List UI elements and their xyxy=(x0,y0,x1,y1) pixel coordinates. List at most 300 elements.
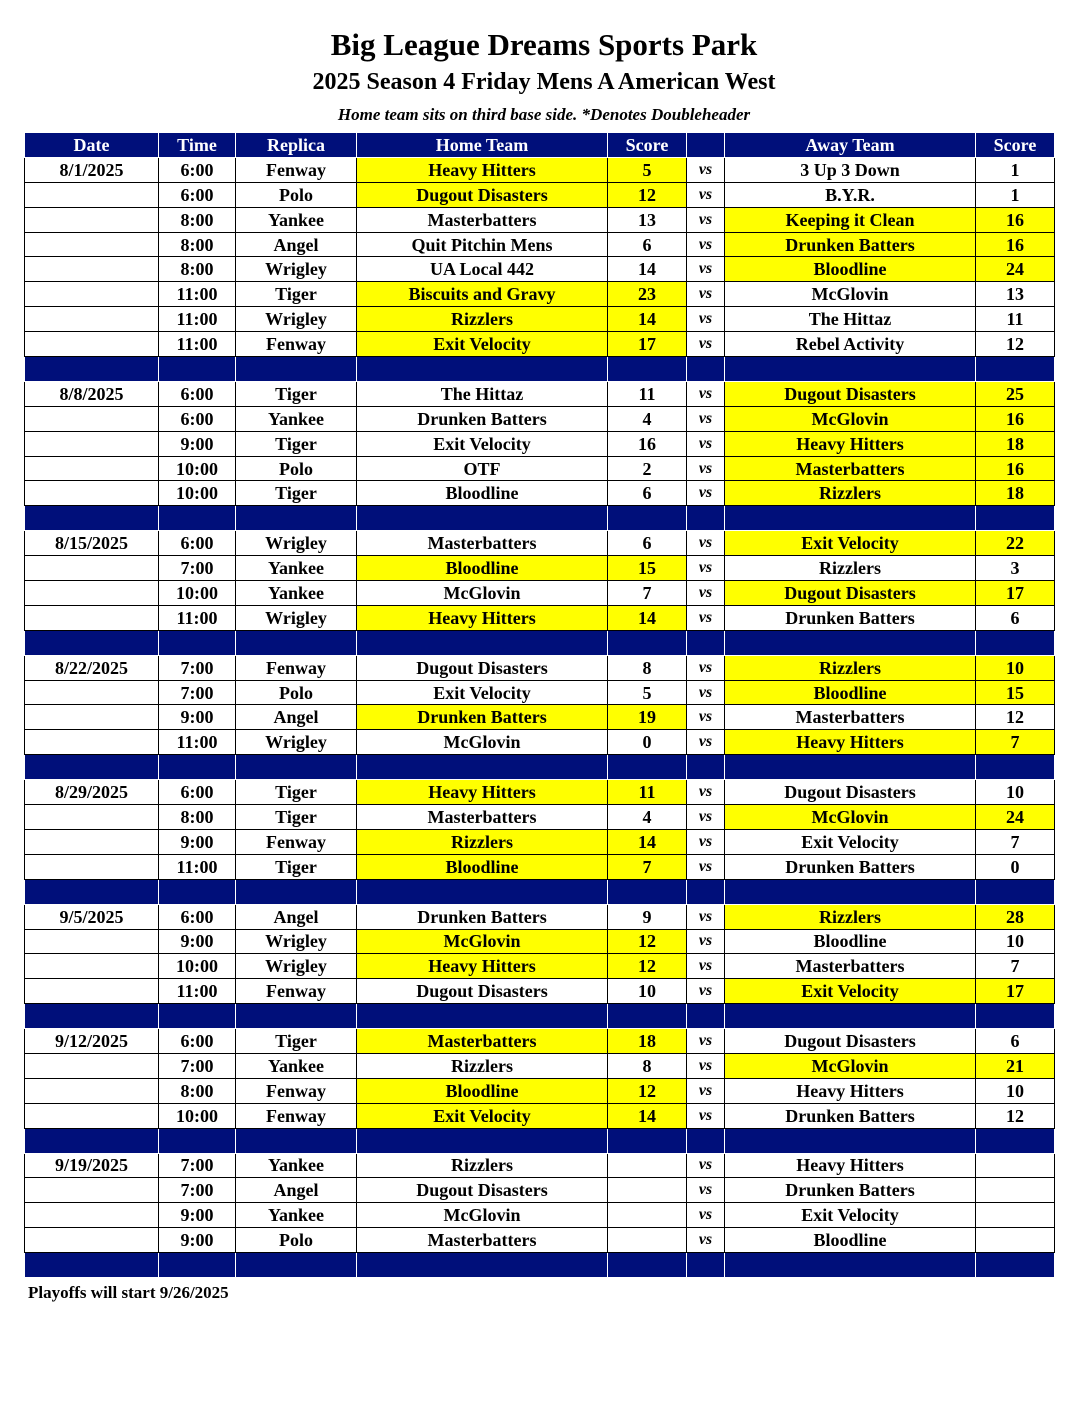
table-row xyxy=(25,730,1055,755)
game-time: 11:00 xyxy=(159,730,236,755)
vs-label: vs xyxy=(687,381,725,406)
game-time: 10:00 xyxy=(159,954,236,979)
vs-label: vs xyxy=(687,929,725,954)
table-row xyxy=(25,605,1055,630)
game-time: 11:00 xyxy=(159,282,236,307)
page-title: Big League Dreams Sports Park xyxy=(330,27,758,62)
game-date: 8/15/2025 xyxy=(25,531,159,556)
home-score: 14 xyxy=(608,605,687,630)
season-subtitle: 2025 Season 4 Friday Mens A American West xyxy=(312,69,776,95)
away-score: 6 xyxy=(976,605,1055,630)
home-score: 11 xyxy=(608,381,687,406)
game-time: 11:00 xyxy=(159,332,236,357)
game-date: 8/29/2025 xyxy=(25,780,159,805)
game-field: Fenway xyxy=(236,979,357,1004)
playoffs-note: Playoffs will start 9/26/2025 xyxy=(28,1283,229,1302)
home-team: Rizzlers xyxy=(357,1153,608,1178)
game-field: Fenway xyxy=(236,829,357,854)
game-date: 9/12/2025 xyxy=(25,1029,159,1054)
home-score: 6 xyxy=(608,531,687,556)
game-time: 9:00 xyxy=(159,829,236,854)
home-score: 16 xyxy=(608,431,687,456)
separator-cell xyxy=(236,1128,357,1153)
vs-label: vs xyxy=(687,257,725,282)
game-date xyxy=(25,481,159,506)
separator-cell xyxy=(159,755,236,780)
game-time: 6:00 xyxy=(159,904,236,929)
home-team: Bloodline xyxy=(357,481,608,506)
game-date xyxy=(25,805,159,830)
game-date xyxy=(25,431,159,456)
away-score: 0 xyxy=(976,854,1055,879)
away-team: Masterbatters xyxy=(725,705,976,730)
game-date xyxy=(25,207,159,232)
away-team: Heavy Hitters xyxy=(725,730,976,755)
separator-cell xyxy=(608,357,687,382)
away-score: 16 xyxy=(976,207,1055,232)
game-field: Yankee xyxy=(236,406,357,431)
separator-cell xyxy=(687,357,725,382)
game-field: Polo xyxy=(236,680,357,705)
game-date xyxy=(25,556,159,581)
home-team: Masterbatters xyxy=(357,531,608,556)
home-score: 12 xyxy=(608,954,687,979)
away-score: 11 xyxy=(976,307,1055,332)
game-date xyxy=(25,730,159,755)
game-field: Polo xyxy=(236,456,357,481)
home-score: 11 xyxy=(608,780,687,805)
away-team: Exit Velocity xyxy=(725,1203,976,1228)
game-field: Fenway xyxy=(236,1103,357,1128)
game-date xyxy=(25,1078,159,1103)
vs-label: vs xyxy=(687,1078,725,1103)
separator-cell xyxy=(687,630,725,655)
game-date xyxy=(25,1203,159,1228)
table-row xyxy=(25,257,1055,282)
away-team: Drunken Batters xyxy=(725,1103,976,1128)
game-time: 11:00 xyxy=(159,979,236,1004)
separator-cell xyxy=(687,1004,725,1029)
separator-cell xyxy=(25,879,159,904)
away-team: Bloodline xyxy=(725,257,976,282)
game-date xyxy=(25,282,159,307)
away-score: 10 xyxy=(976,780,1055,805)
game-date xyxy=(25,1103,159,1128)
separator-cell xyxy=(608,755,687,780)
away-score: 12 xyxy=(976,1103,1055,1128)
table-row xyxy=(25,456,1055,481)
home-team: Masterbatters xyxy=(357,1029,608,1054)
table-row xyxy=(25,431,1055,456)
separator-cell xyxy=(357,755,608,780)
home-score: 6 xyxy=(608,232,687,257)
home-team: Dugout Disasters xyxy=(357,979,608,1004)
away-team: McGlovin xyxy=(725,406,976,431)
col-header-date: Date xyxy=(25,133,159,158)
vs-label: vs xyxy=(687,730,725,755)
game-time: 7:00 xyxy=(159,1178,236,1203)
game-date xyxy=(25,1053,159,1078)
col-header-vs xyxy=(687,133,725,158)
table-row xyxy=(25,854,1055,879)
home-team: Heavy Hitters xyxy=(357,780,608,805)
away-score: 16 xyxy=(976,232,1055,257)
home-score: 12 xyxy=(608,929,687,954)
separator-cell xyxy=(976,879,1055,904)
vs-label: vs xyxy=(687,157,725,182)
away-team: Masterbatters xyxy=(725,456,976,481)
table-row xyxy=(25,954,1055,979)
home-score: 23 xyxy=(608,282,687,307)
vs-label: vs xyxy=(687,705,725,730)
game-field: Angel xyxy=(236,705,357,730)
separator-cell xyxy=(25,506,159,531)
separator-cell xyxy=(608,879,687,904)
vs-label: vs xyxy=(687,1153,725,1178)
separator-cell xyxy=(357,1253,608,1278)
home-score: 12 xyxy=(608,1078,687,1103)
away-score: 16 xyxy=(976,406,1055,431)
away-team: Drunken Batters xyxy=(725,1178,976,1203)
table-row xyxy=(25,904,1055,929)
vs-label: vs xyxy=(687,979,725,1004)
vs-label: vs xyxy=(687,207,725,232)
home-team: Bloodline xyxy=(357,1078,608,1103)
away-score: 1 xyxy=(976,157,1055,182)
table-row xyxy=(25,979,1055,1004)
game-time: 7:00 xyxy=(159,556,236,581)
away-team: Dugout Disasters xyxy=(725,381,976,406)
game-date xyxy=(25,954,159,979)
game-time: 10:00 xyxy=(159,1103,236,1128)
game-field: Wrigley xyxy=(236,730,357,755)
vs-label: vs xyxy=(687,854,725,879)
game-time: 7:00 xyxy=(159,655,236,680)
game-field: Fenway xyxy=(236,1078,357,1103)
game-field: Fenway xyxy=(236,332,357,357)
home-team: Exit Velocity xyxy=(357,431,608,456)
game-date xyxy=(25,456,159,481)
vs-label: vs xyxy=(687,581,725,606)
vs-label: vs xyxy=(687,182,725,207)
away-team: McGlovin xyxy=(725,282,976,307)
week-separator-row xyxy=(25,755,1055,780)
away-team: Rizzlers xyxy=(725,655,976,680)
away-team: Exit Velocity xyxy=(725,829,976,854)
vs-label: vs xyxy=(687,1103,725,1128)
table-row xyxy=(25,556,1055,581)
home-team: Exit Velocity xyxy=(357,332,608,357)
vs-label: vs xyxy=(687,531,725,556)
away-score: 12 xyxy=(976,332,1055,357)
col-header-time: Time xyxy=(159,133,236,158)
away-team: Bloodline xyxy=(725,929,976,954)
home-team: Rizzlers xyxy=(357,307,608,332)
away-team: Dugout Disasters xyxy=(725,581,976,606)
week-separator-row xyxy=(25,630,1055,655)
game-time: 10:00 xyxy=(159,581,236,606)
col-header-away-score: Score xyxy=(976,133,1055,158)
separator-cell xyxy=(159,630,236,655)
away-team: B.Y.R. xyxy=(725,182,976,207)
game-time: 9:00 xyxy=(159,929,236,954)
vs-label: vs xyxy=(687,332,725,357)
home-team: McGlovin xyxy=(357,730,608,755)
separator-cell xyxy=(976,1128,1055,1153)
vs-label: vs xyxy=(687,556,725,581)
home-score xyxy=(608,1203,687,1228)
table-row xyxy=(25,1029,1055,1054)
table-row xyxy=(25,332,1055,357)
game-time: 9:00 xyxy=(159,705,236,730)
away-score: 6 xyxy=(976,1029,1055,1054)
table-row xyxy=(25,829,1055,854)
home-team-note: Home team sits on third base side. *Denotes Doubleheader xyxy=(337,105,751,124)
away-score: 12 xyxy=(976,705,1055,730)
table-row xyxy=(25,581,1055,606)
game-date: 8/22/2025 xyxy=(25,655,159,680)
home-team: OTF xyxy=(357,456,608,481)
home-team: McGlovin xyxy=(357,1203,608,1228)
separator-cell xyxy=(25,1128,159,1153)
table-row xyxy=(25,929,1055,954)
schedule-table xyxy=(24,132,1055,1278)
home-team: McGlovin xyxy=(357,581,608,606)
game-time: 6:00 xyxy=(159,381,236,406)
away-score: 18 xyxy=(976,431,1055,456)
game-time: 11:00 xyxy=(159,307,236,332)
vs-label: vs xyxy=(687,805,725,830)
table-row xyxy=(25,680,1055,705)
home-team: Exit Velocity xyxy=(357,680,608,705)
home-team: UA Local 442 xyxy=(357,257,608,282)
vs-label: vs xyxy=(687,780,725,805)
away-team: Heavy Hitters xyxy=(725,1078,976,1103)
game-date xyxy=(25,680,159,705)
away-team: Dugout Disasters xyxy=(725,780,976,805)
game-field: Angel xyxy=(236,904,357,929)
game-date xyxy=(25,929,159,954)
game-date xyxy=(25,605,159,630)
vs-label: vs xyxy=(687,282,725,307)
game-field: Angel xyxy=(236,1178,357,1203)
home-team: Drunken Batters xyxy=(357,904,608,929)
away-score: 10 xyxy=(976,655,1055,680)
game-field: Polo xyxy=(236,1228,357,1253)
game-field: Wrigley xyxy=(236,929,357,954)
home-team: Rizzlers xyxy=(357,1053,608,1078)
away-score xyxy=(976,1153,1055,1178)
away-score xyxy=(976,1228,1055,1253)
col-header-away-team: Away Team xyxy=(725,133,976,158)
home-team: Biscuits and Gravy xyxy=(357,282,608,307)
home-score: 17 xyxy=(608,332,687,357)
game-time: 9:00 xyxy=(159,431,236,456)
home-score: 0 xyxy=(608,730,687,755)
table-row xyxy=(25,805,1055,830)
separator-cell xyxy=(976,506,1055,531)
table-row xyxy=(25,1153,1055,1178)
vs-label: vs xyxy=(687,829,725,854)
away-team: Bloodline xyxy=(725,1228,976,1253)
away-score: 17 xyxy=(976,979,1055,1004)
vs-label: vs xyxy=(687,232,725,257)
away-team: 3 Up 3 Down xyxy=(725,157,976,182)
game-time: 9:00 xyxy=(159,1228,236,1253)
vs-label: vs xyxy=(687,1203,725,1228)
away-team: Dugout Disasters xyxy=(725,1029,976,1054)
game-field: Polo xyxy=(236,182,357,207)
away-score: 22 xyxy=(976,531,1055,556)
home-score: 5 xyxy=(608,680,687,705)
game-field: Wrigley xyxy=(236,954,357,979)
separator-cell xyxy=(725,357,976,382)
separator-cell xyxy=(725,1253,976,1278)
vs-label: vs xyxy=(687,1029,725,1054)
home-team: Heavy Hitters xyxy=(357,605,608,630)
home-score: 8 xyxy=(608,655,687,680)
home-team: Quit Pitchin Mens xyxy=(357,232,608,257)
home-score: 4 xyxy=(608,805,687,830)
table-row xyxy=(25,232,1055,257)
game-date xyxy=(25,307,159,332)
away-score: 3 xyxy=(976,556,1055,581)
game-field: Fenway xyxy=(236,157,357,182)
game-time: 7:00 xyxy=(159,680,236,705)
away-score: 28 xyxy=(976,904,1055,929)
table-row xyxy=(25,531,1055,556)
away-score xyxy=(976,1178,1055,1203)
separator-cell xyxy=(608,1004,687,1029)
away-score: 21 xyxy=(976,1053,1055,1078)
game-field: Tiger xyxy=(236,1029,357,1054)
table-row xyxy=(25,207,1055,232)
schedule-body xyxy=(25,157,1055,1277)
separator-cell xyxy=(976,1004,1055,1029)
separator-cell xyxy=(236,506,357,531)
separator-cell xyxy=(25,630,159,655)
home-score: 10 xyxy=(608,979,687,1004)
game-time: 9:00 xyxy=(159,1203,236,1228)
game-date: 8/8/2025 xyxy=(25,381,159,406)
away-team: Exit Velocity xyxy=(725,531,976,556)
col-header-home-score: Score xyxy=(608,133,687,158)
away-score: 25 xyxy=(976,381,1055,406)
game-date: 8/1/2025 xyxy=(25,157,159,182)
away-team: Rizzlers xyxy=(725,904,976,929)
home-score: 9 xyxy=(608,904,687,929)
home-score: 4 xyxy=(608,406,687,431)
game-field: Yankee xyxy=(236,1153,357,1178)
game-time: 8:00 xyxy=(159,1078,236,1103)
week-separator-row xyxy=(25,1128,1055,1153)
home-score: 14 xyxy=(608,307,687,332)
separator-cell xyxy=(687,1128,725,1153)
separator-cell xyxy=(687,1253,725,1278)
away-team: Drunken Batters xyxy=(725,854,976,879)
game-time: 6:00 xyxy=(159,182,236,207)
game-time: 8:00 xyxy=(159,207,236,232)
game-date: 9/5/2025 xyxy=(25,904,159,929)
home-score xyxy=(608,1178,687,1203)
separator-cell xyxy=(725,879,976,904)
table-row xyxy=(25,157,1055,182)
game-date xyxy=(25,581,159,606)
separator-cell xyxy=(357,1004,608,1029)
separator-cell xyxy=(976,755,1055,780)
home-score: 18 xyxy=(608,1029,687,1054)
table-row xyxy=(25,1103,1055,1128)
away-team: Exit Velocity xyxy=(725,979,976,1004)
separator-cell xyxy=(687,755,725,780)
table-row xyxy=(25,1203,1055,1228)
away-team: The Hittaz xyxy=(725,307,976,332)
home-team: Bloodline xyxy=(357,854,608,879)
away-score: 17 xyxy=(976,581,1055,606)
separator-cell xyxy=(725,1128,976,1153)
vs-label: vs xyxy=(687,431,725,456)
away-team: McGlovin xyxy=(725,1053,976,1078)
table-row xyxy=(25,307,1055,332)
away-team: Drunken Batters xyxy=(725,605,976,630)
game-field: Wrigley xyxy=(236,257,357,282)
separator-cell xyxy=(357,506,608,531)
home-team: Exit Velocity xyxy=(357,1103,608,1128)
separator-cell xyxy=(608,506,687,531)
away-score: 18 xyxy=(976,481,1055,506)
game-time: 6:00 xyxy=(159,531,236,556)
game-field: Tiger xyxy=(236,854,357,879)
separator-cell xyxy=(159,1128,236,1153)
home-score: 14 xyxy=(608,257,687,282)
game-time: 8:00 xyxy=(159,232,236,257)
separator-cell xyxy=(159,506,236,531)
separator-cell xyxy=(357,357,608,382)
game-field: Yankee xyxy=(236,1053,357,1078)
separator-cell xyxy=(236,357,357,382)
week-separator-row xyxy=(25,1253,1055,1278)
home-score: 2 xyxy=(608,456,687,481)
away-team: Rebel Activity xyxy=(725,332,976,357)
game-date xyxy=(25,232,159,257)
home-score: 19 xyxy=(608,705,687,730)
separator-cell xyxy=(976,1253,1055,1278)
game-field: Yankee xyxy=(236,1203,357,1228)
home-team: Heavy Hitters xyxy=(357,157,608,182)
vs-label: vs xyxy=(687,1178,725,1203)
vs-label: vs xyxy=(687,680,725,705)
game-time: 6:00 xyxy=(159,406,236,431)
separator-cell xyxy=(25,357,159,382)
away-score: 13 xyxy=(976,282,1055,307)
separator-cell xyxy=(159,1253,236,1278)
separator-cell xyxy=(725,506,976,531)
game-date xyxy=(25,854,159,879)
game-field: Yankee xyxy=(236,207,357,232)
game-field: Tiger xyxy=(236,805,357,830)
table-row xyxy=(25,1053,1055,1078)
game-time: 10:00 xyxy=(159,456,236,481)
away-team: Rizzlers xyxy=(725,556,976,581)
game-date xyxy=(25,257,159,282)
separator-cell xyxy=(357,1128,608,1153)
home-team: Bloodline xyxy=(357,556,608,581)
home-score: 5 xyxy=(608,157,687,182)
separator-cell xyxy=(357,879,608,904)
home-score xyxy=(608,1153,687,1178)
home-team: The Hittaz xyxy=(357,381,608,406)
game-date xyxy=(25,1228,159,1253)
